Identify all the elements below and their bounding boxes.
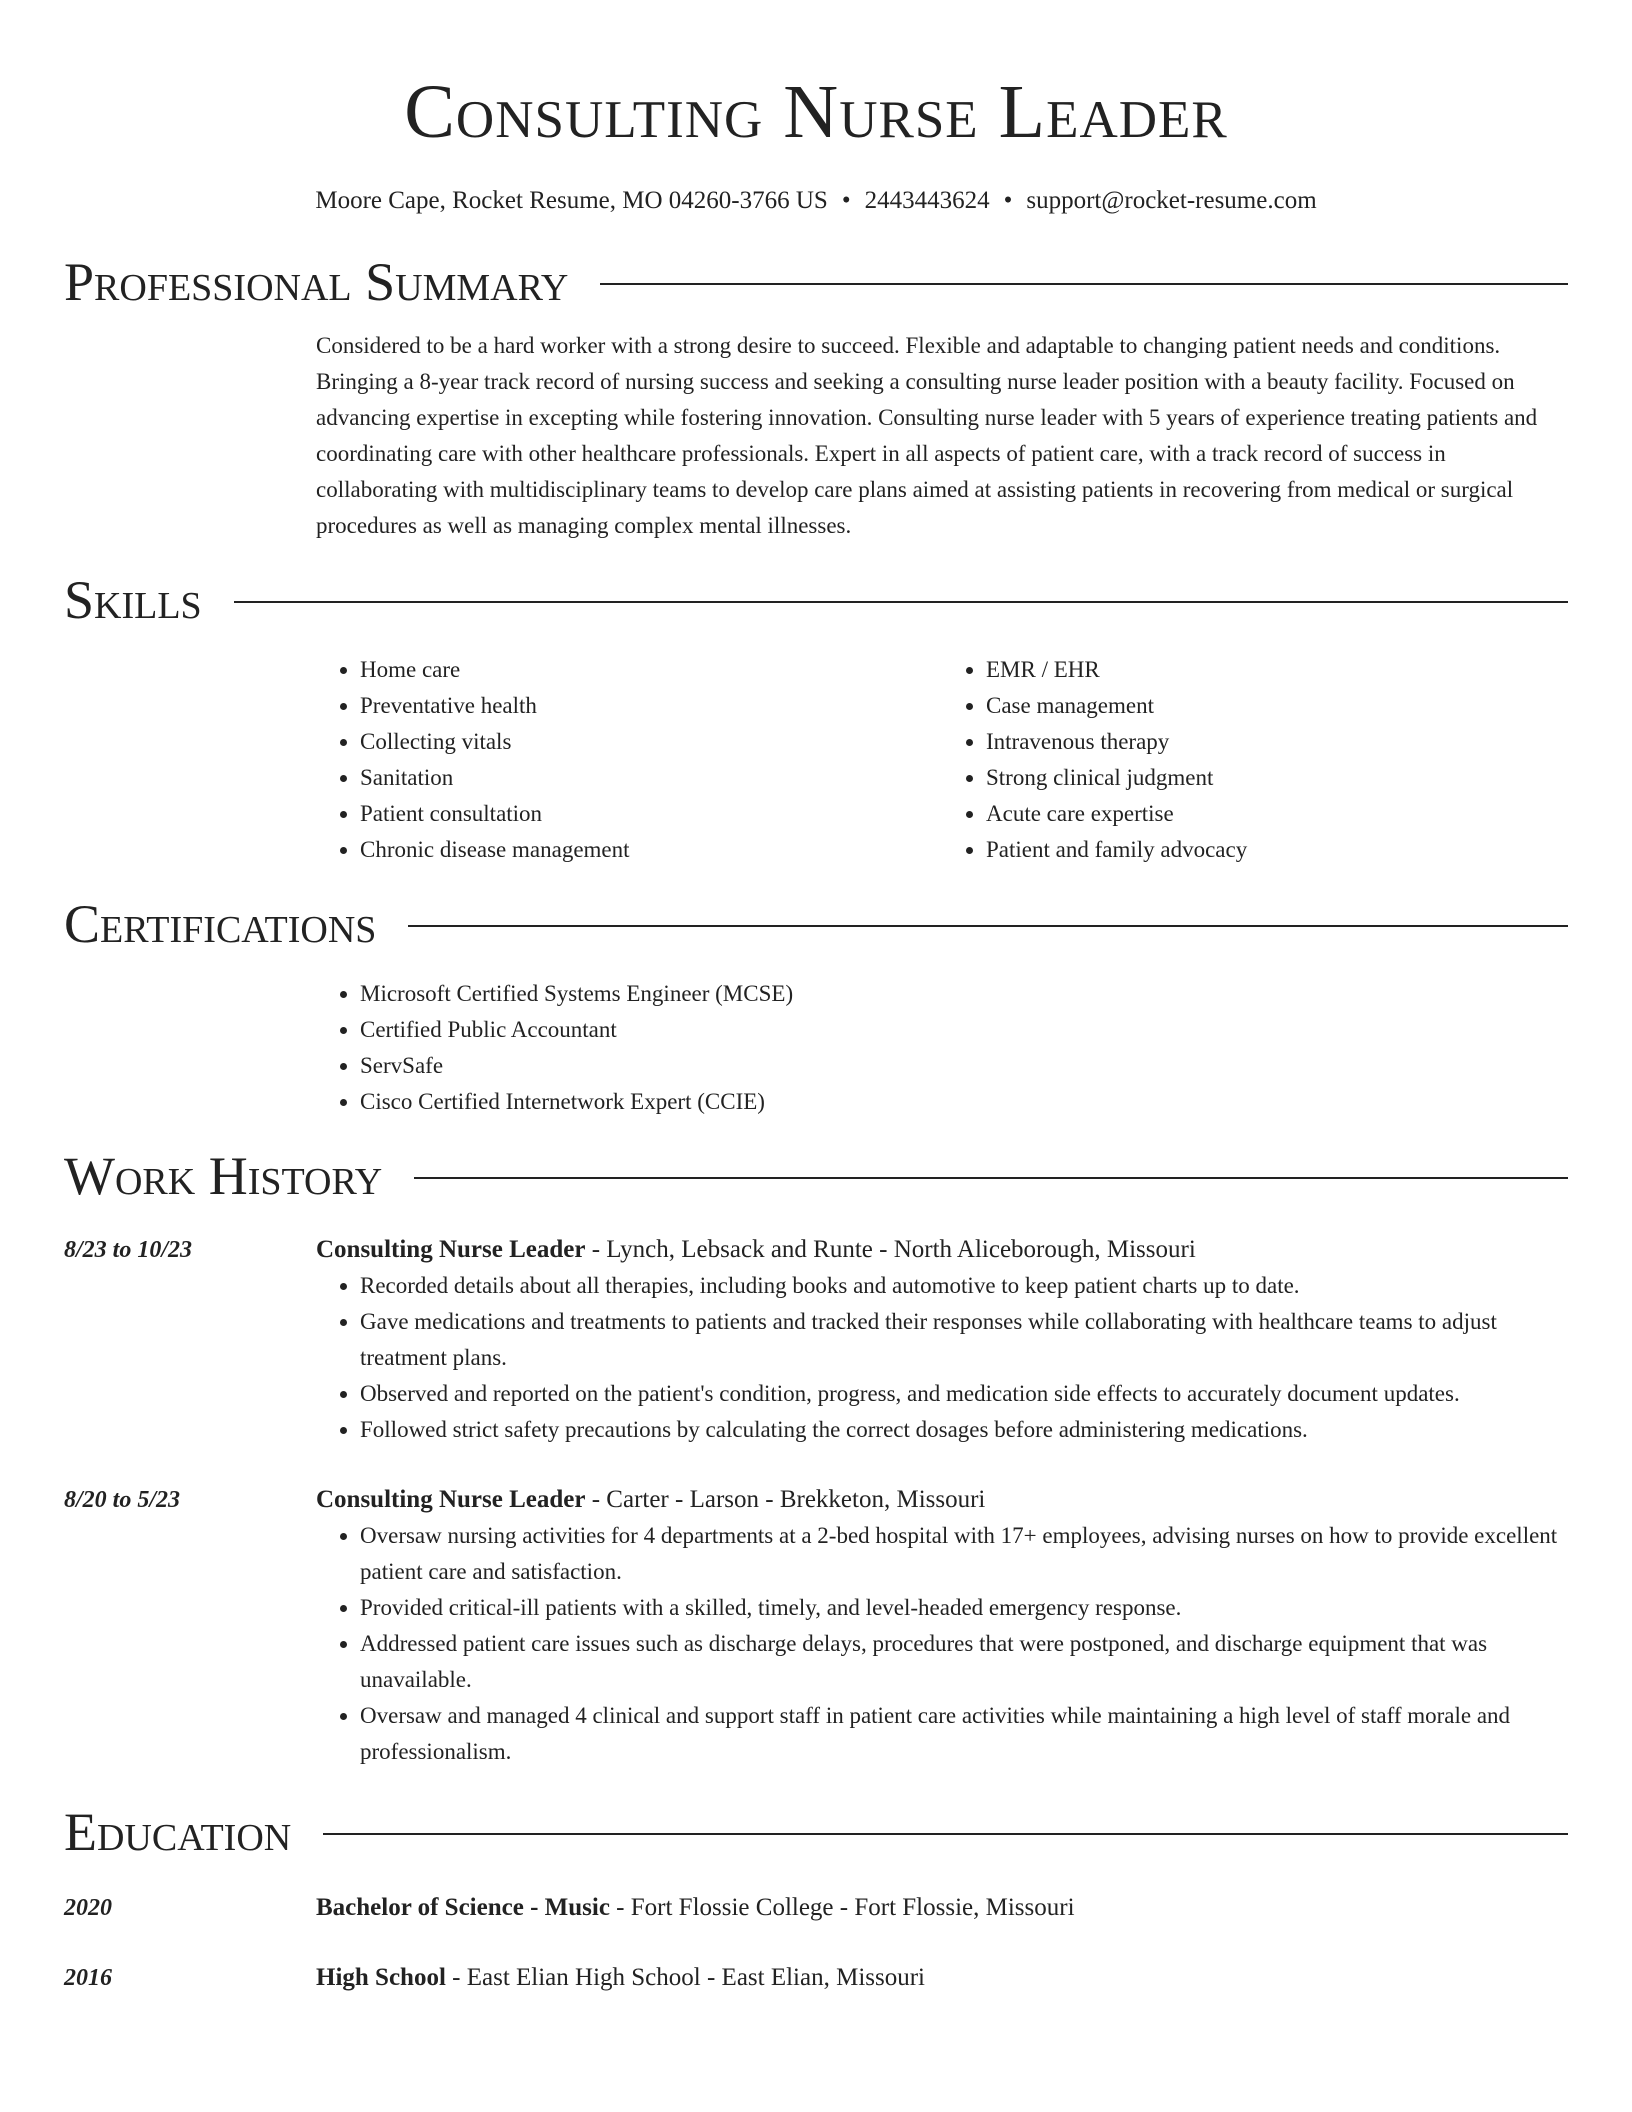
section-title: Skills <box>64 570 202 630</box>
skills-heading <box>64 568 1568 632</box>
section-divider <box>323 1833 1568 1835</box>
job-bullet: • Recorded details about all therapies, including books and automotive to keep patient charts up to date. <box>360 1268 1568 1304</box>
education-entry <box>64 1890 1568 1926</box>
job-bullet: • Provided critical-ill patients with a skilled, timely, and level-headed emergency response. <box>360 1590 1568 1626</box>
job-dates: 8/23 to 10/23 <box>64 1237 193 1263</box>
job-employer: - Lynch, Lebsack and Runte - North Aliceborough, Missouri <box>585 1236 1196 1263</box>
section-title: Education <box>64 1802 292 1862</box>
education-degree: High School <box>316 1964 446 1991</box>
skill-item: • Strong clinical judgment <box>986 760 1568 796</box>
work-history-heading <box>64 1144 1568 1208</box>
job-employer: - Carter - Larson - Brekketon, Missouri <box>585 1486 986 1513</box>
job-bullet: • Addressed patient care issues such as discharge delays, procedures that were postponed, and discharge equipment that was unavailable. <box>360 1626 1568 1698</box>
education-year: 2020 <box>64 1895 112 1921</box>
certifications-heading <box>64 892 1568 956</box>
job-bullet: • Oversaw and managed 4 clinical and support staff in patient care activities while maintaining a high level of staff morale and professionalism. <box>360 1698 1568 1770</box>
job-role: Consulting Nurse Leader <box>316 1236 586 1263</box>
certification-item: • Microsoft Certified Systems Engineer (MCSE) <box>360 976 1568 1012</box>
education-heading <box>64 1800 1568 1864</box>
education-school: - Fort Flossie College - Fort Flossie, Missouri <box>609 1894 1075 1921</box>
education-entry <box>64 1960 1568 1996</box>
contact-email: support@rocket-resume.com <box>1026 187 1317 214</box>
education-school: - East Elian High School - East Elian, Missouri <box>445 1964 926 1991</box>
job-role: Consulting Nurse Leader <box>316 1486 586 1513</box>
skill-item: • Patient and family advocacy <box>986 832 1568 868</box>
certification-item: • Cisco Certified Internetwork Expert (CCIE) <box>360 1084 1568 1120</box>
skill-item: • Sanitation <box>360 760 942 796</box>
skill-item: • Intravenous therapy <box>986 724 1568 760</box>
job-bullet: • Observed and reported on the patient's condition, progress, and medication side effects to accurately document updates. <box>360 1376 1568 1412</box>
section-title: Work History <box>64 1146 383 1206</box>
education-header <box>316 1960 925 1996</box>
certifications-section <box>64 892 1568 1120</box>
section-divider <box>408 925 1568 927</box>
job-header <box>316 1482 1568 1518</box>
resume-name: Consulting Nurse Leader <box>404 70 1228 154</box>
section-title: Certifications <box>64 894 377 954</box>
section-divider <box>414 1177 1568 1179</box>
job-bullet: • Followed strict safety precautions by calculating the correct dosages before administering medications. <box>360 1412 1568 1448</box>
section-divider <box>234 601 1568 603</box>
skills-left-list <box>316 652 942 868</box>
skill-item: • Home care <box>360 652 942 688</box>
education-header <box>316 1890 1075 1926</box>
job-dates: 8/20 to 5/23 <box>64 1487 181 1513</box>
skills-grid <box>316 652 1568 868</box>
education-degree: Bachelor of Science - Music <box>316 1894 610 1921</box>
education-year: 2016 <box>64 1965 112 1991</box>
job-bullet: • Oversaw nursing activities for 4 departments at a 2-bed hospital with 17+ employees, advising nurses on how to provide excellent patient care and satisfaction. <box>360 1518 1568 1590</box>
summary-heading <box>64 250 1568 314</box>
section-title: Professional Summary <box>64 252 569 312</box>
work-history-section <box>64 1144 1568 1770</box>
certification-item: • Certified Public Accountant <box>360 1012 1568 1048</box>
education-section <box>64 1800 1568 1996</box>
skill-item: • Patient consultation <box>360 796 942 832</box>
skills-section <box>64 568 1568 868</box>
job-header <box>316 1232 1568 1268</box>
skill-item: • Acute care expertise <box>986 796 1568 832</box>
contact-phone: 2443443624 <box>864 187 990 214</box>
job-bullets <box>316 1268 1568 1448</box>
section-divider <box>600 283 1568 285</box>
skill-item: • EMR / EHR <box>986 652 1568 688</box>
contact-separator: • <box>1003 187 1013 214</box>
summary-section <box>64 250 1568 544</box>
job-bullet: • Gave medications and treatments to patients and tracked their responses while collaborating with healthcare teams to adjust treatment plans. <box>360 1304 1568 1376</box>
certification-item: • ServSafe <box>360 1048 1568 1084</box>
skill-item: • Case management <box>986 688 1568 724</box>
contact-address: Moore Cape, Rocket Resume, MO 04260-3766 US <box>315 187 828 214</box>
skill-item: • Preventative health <box>360 688 942 724</box>
skill-item: • Collecting vitals <box>360 724 942 760</box>
job-entry <box>64 1482 1568 1770</box>
skill-item: • Chronic disease management <box>360 832 942 868</box>
summary-text: Considered to be a hard worker with a strong desire to succeed. Flexible and adaptable to changing patient needs and conditions. Bringing a 8-year track record of nursing success and seeking a consulting nurse leader position with a beauty facility. Focused on advancing expertise in excepting while fostering innovation. Consulting nurse leader with 5 years of experience treating patients and coordinating care with other healthcare professionals. Expert in all aspects of patient care, with a track record of success in collaborating with multidisciplinary teams to develop care plans aimed at assisting patients in recovering from medical or surgical procedures as well as managing complex mental illnesses. <box>316 333 1538 538</box>
contact-line <box>64 184 1568 218</box>
contact-separator: • <box>841 187 851 214</box>
job-entry <box>64 1232 1568 1448</box>
certifications-list <box>316 976 1568 1120</box>
job-bullets <box>316 1518 1568 1770</box>
skills-right-list <box>942 652 1568 868</box>
